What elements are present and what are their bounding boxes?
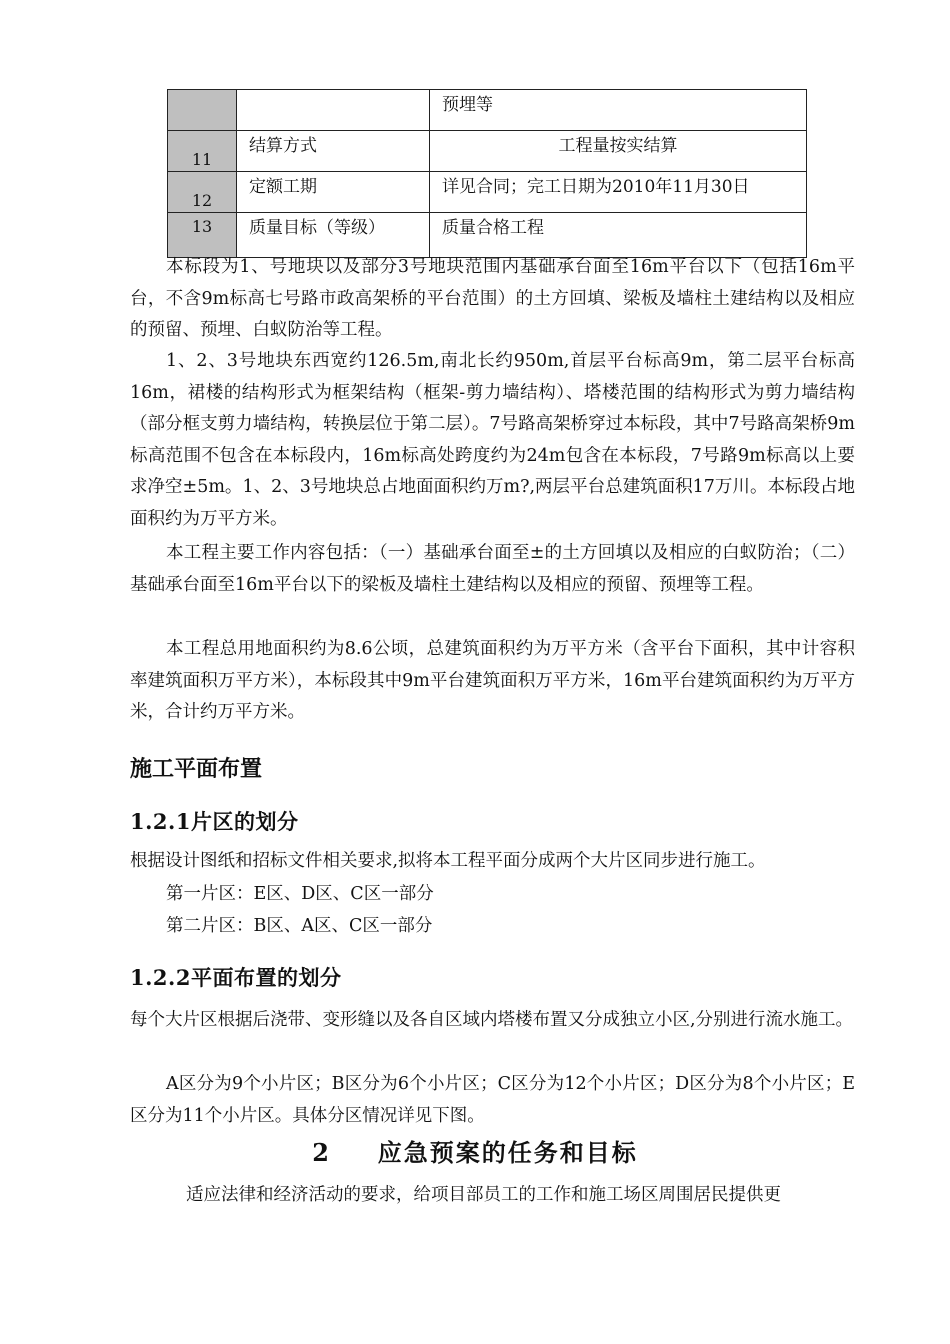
scope-paragraph: 本标段为1、号地块以及部分3号地块范围内基础承台面至16m平台以下（包括16m平台，不含9m标高七号路市政高架桥的平台范围）的土方回填、梁板及墙柱土建结构以及相应的预留、预埋、白蚁防治等工程。 xyxy=(130,257,855,340)
zone-2-line: 第二片区：B区、A区、C区一部分 xyxy=(166,916,433,936)
table-row xyxy=(168,172,807,213)
row-value: 工程量按实结算 xyxy=(430,131,807,172)
row-value: 详见合同；完工日期为2010年11月30日 xyxy=(430,172,807,213)
row-number: 11 xyxy=(168,131,237,172)
closing-paragraph: 适应法律和经济活动的要求，给项目部员工的工作和施工场区周围居民提供更 xyxy=(186,1185,781,1205)
chapter-number: 2 xyxy=(312,1138,331,1167)
row-label: 结算方式 xyxy=(237,131,430,172)
layout-intro: 每个大片区根据后浇带、变形缝以及各自区域内塔楼布置又分成独立小区,分别进行流水施工。 xyxy=(130,1010,854,1030)
section-title: 施工平面布置 xyxy=(130,756,263,782)
work-content-paragraph: 本工程主要工作内容包括：（一）基础承台面至±的土方回填以及相应的白蚁防治；（二）基础承台面至16m平台以下的梁板及墙柱土建结构以及相应的预留、预埋等工程。 xyxy=(130,543,855,595)
row-value: 质量合格工程 xyxy=(430,213,807,258)
table-row xyxy=(168,213,807,258)
zone-1-line: 第一片区：E区、D区、C区一部分 xyxy=(166,884,434,904)
row-label: 质量目标（等级） xyxy=(237,213,430,258)
chapter-heading xyxy=(0,1133,950,1168)
zones-intro: 根据设计图纸和招标文件相关要求,拟将本工程平面分成两个大片区同步进行施工。 xyxy=(130,851,766,871)
row-value: 预埋等 xyxy=(430,90,807,131)
row-number xyxy=(168,90,237,131)
row-number: 13 xyxy=(168,213,237,258)
row-number: 12 xyxy=(168,172,237,213)
row-label xyxy=(237,90,430,131)
area-paragraph: 本工程总用地面积约为8.6公顷，总建筑面积约为万平方米（含平台下面积，其中计容积率建筑面积万平方米），本标段其中9m平台建筑面积万平方米，16m平台建筑面积约为万平方米，合计约万平方米。 xyxy=(130,639,855,722)
table-row xyxy=(168,90,807,131)
project-info-table xyxy=(167,89,807,258)
layout-detail: A区分为9个小片区；B区分为6个小片区；C区分为12个小片区；D区分为8个小片区；E区分为11个小片区。具体分区情况详见下图。 xyxy=(130,1074,855,1126)
subsection-heading-layout: 1.2.2平面布置的划分 xyxy=(130,965,342,990)
row-label: 定额工期 xyxy=(237,172,430,213)
subsection-heading-zones: 1.2.1片区的划分 xyxy=(130,809,299,834)
site-description-paragraph: 1、2、3号地块东西宽约126.5m,南北长约950m,首层平台标高9m，第二层平台标高16m，裙楼的结构形式为框架结构（框架-剪力墙结构）、塔楼范围的结构形式为剪力墙结构（部分框支剪力墙结构，转换层位于第二层）。7号路高架桥穿过本标段，其中7号路高架桥9m标高范围不包含在本标段内，16m标高处跨度约为24m包含在本标段，7号路9m标高以上要求净空±5m。1、2、3号地块总占地面面积约万m?,两层平台总建筑面积17万川。本标段占地面积约为万平方米。 xyxy=(130,351,855,529)
table-row xyxy=(168,131,807,172)
chapter-title: 应急预案的任务和目标 xyxy=(377,1138,638,1167)
